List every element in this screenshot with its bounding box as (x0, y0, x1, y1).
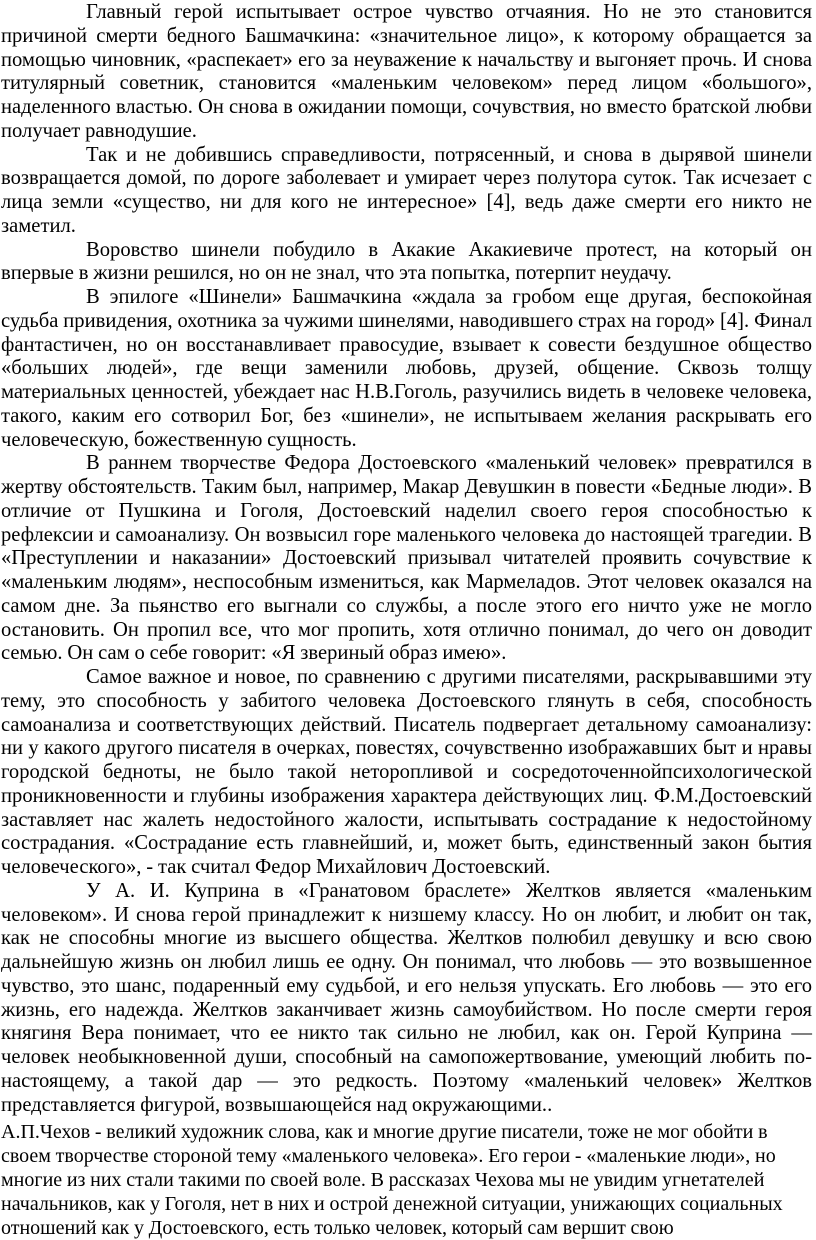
paragraph-epilogue: В эпилоге «Шинели» Башмачкина «ждала за гробом еще другая, беспокойная судьба привидения, охотника за чужими шинелями, наводившего страх на город» [4]. Финал фантастичен, но он восстанавливает правосудие, взывает к совести бездушное общество «больших людей», где вещи заменили любовь, друзей, общение. Сквозь толщу материальных ценностей, убеждает нас Н.В.Гоголь, разучились видеть в человеке человека, такого, каким его сотворил Бог, без «шинели», не испытываем желания раскрывать его человеческую, божественную сущность. (1, 286, 812, 451)
paragraph-return-home: Так и не добившись справедливости, потрясенный, и снова в дырявой шинели возвращается домой, по дороге заболевает и умирает через полутора суток. Так исчезает с лица земли «существо, ни для кого не интересное» [4], ведь даже смерти его никто не заметил. (1, 143, 812, 237)
paragraph-dostoevsky: В раннем творчестве Федора Достоевского «маленький человек» превратился в жертву обстоятельств. Таким был, например, Макар Девушкин в повести «Бедные люди». В отличие от Пушкина и Гоголя, Достоевский наделил своего героя способностью к рефлексии и самоанализу. Он возвысил горе маленького человека до настоящей трагедии. В «Преступлении и наказании» Достоевский призывал читателей проявить сочувствие к «маленьким людям», неспособным измениться, как Мармеладов. Этот человек оказался на самом дне. За пьянство его выгнали со службы, а после этого его ничто уже не могло остановить. Он пропил все, что мог пропить, хотя отлично понимал, до чего он доводит семью. Он сам о себе говорит: «Я звериный образ имею». (1, 452, 812, 665)
paragraph-protest: Воровство шинели побудило в Акакие Акакиевиче протест, на который он впервые в жизни решился, но он не знал, что эта попытка, потерпит неудачу. (1, 238, 812, 285)
paragraph-chekhov: А.П.Чехов - великий художник слова, как и многие другие писатели, тоже не мог обойти в своем творчестве стороной тему «маленького человека». Его герои - «маленькие люди», но многие из них стали такими по своей воле. В рассказах Чехова мы не увидим угнетателей начальников, как у Гоголя, нет в них и острой денежной ситуации, унижающих социальных отношений как у Достоевского, есть только человек, который сам вершит свою (1, 1121, 783, 1240)
paragraph-self-analysis: Самое важное и новое, по сравнению с другими писателями, раскрывавшими эту тему, это способность у забитого человека Достоевского глянуть в себя, способность самоанализа и соответствующих действий. Писатель подвергает детальному самоанализу: ни у какого другого писателя в очерках, повестях, сочувственно изображавших быт и нравы городской бедноты, не было такой неторопливой и сосредоточеннойпсихологической проникновенности и глубины изображения характера действующих лиц. Ф.М.Достоевский заставляет нас жалеть недостойного жалости, испытывать сострадание к недостойному сострадания. «Сострадание есть главнейший, и, может быть, единственный закон бытия человеческого», - так считал Федор Михайлович Достоевский. (1, 666, 812, 878)
paragraph-despair: Главный герой испытывает острое чувство отчаяния. Но не это становится причиной смерти бедного Башмачкина: «значительное лицо», к которому обращается за помощью чиновник, «распекает» его за неуважение к начальству и выгоняет прочь. И снова титулярный советник, становится «маленьким человеком» перед лицом «большого», наделенного властью. Он снова в ожидании помощи, сочувствия, но вместо братской любви получает равнодушие. (1, 1, 812, 142)
paragraph-kuprin: У А. И. Куприна в «Гранатовом браслете» Желтков является «маленьким человеком». И снова герой принадлежит к низшему классу. Но он любит, и любит он так, как не способны многие из высшего общества. Желтков полюбил девушку и всю свою дальнейшую жизнь он любил лишь ее одну. Он понимал, что любовь — это возвышенное чувство, это шанс, подаренный ему судьбой, и его нельзя упускать. Его любовь — это его жизнь, его надежда. Желтков заканчивает жизнь самоубийством. Но после смерти героя княгиня Вера понимает, что ее никто так сильно не любил, как он. Герой Куприна — человек необыкновенной души, способный на самопожертвование, умеющий любить по-настоящему, а такой дар — это редкость. Поэтому «маленький человек» Желтков представляется фигурой, возвышающейся над окружающими.. (1, 879, 812, 1116)
